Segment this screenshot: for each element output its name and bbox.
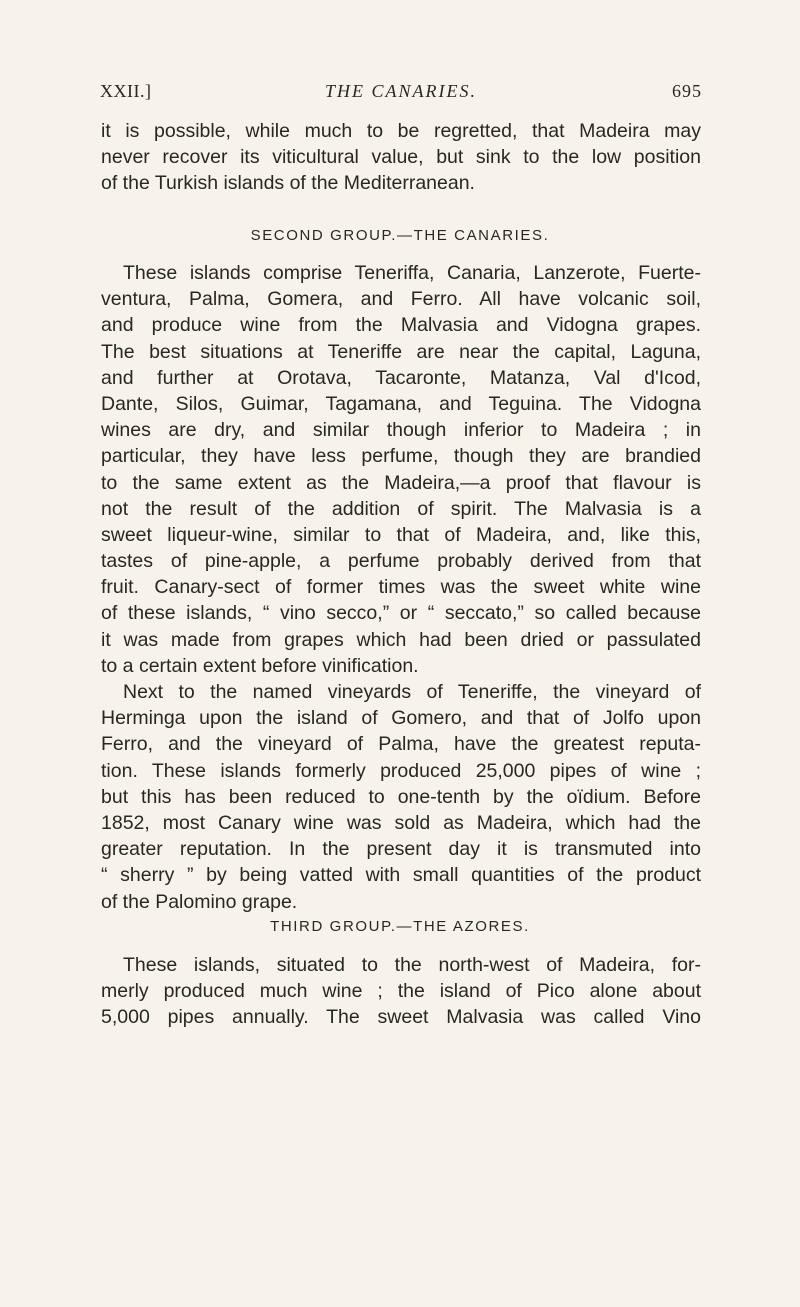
text-line: never recover its viticultural value, but sink to the low position	[101, 146, 701, 169]
text-line: Ferro, and the vineyard of Palma, have the greatest reputa-	[101, 733, 701, 756]
text-line: of the Turkish islands of the Mediterranean.	[101, 172, 475, 195]
text-line: of these islands, “ vino secco,” or “ seccato,” so called because	[101, 602, 701, 625]
running-title: THE CANARIES.	[325, 81, 477, 101]
text-line: to a certain extent before vinification.	[101, 654, 419, 677]
text-line: to the same extent as the Madeira,—a proof that flavour is	[101, 471, 701, 494]
text-line: wines are dry, and similar though inferior to Madeira ; in	[101, 419, 701, 442]
text-line: sweet liqueur-wine, similar to that of Madeira, and, like this,	[101, 523, 701, 546]
text-line: Herminga upon the island of Gomero, and that of Jolfo upon	[101, 707, 701, 730]
text-line: The best situations at Teneriffe are near the capital, Laguna,	[101, 340, 701, 363]
text-line: tastes of pine-apple, a perfume probably derived from that	[101, 550, 701, 573]
text-line: it was made from grapes which had been dried or passulated	[101, 628, 701, 651]
text-line: fruit. Canary-sect of former times was the sweet white wine	[101, 576, 701, 599]
text-line: Dante, Silos, Guimar, Tagamana, and Teguina. The Vidogna	[101, 392, 701, 415]
text-line: and further at Orotava, Tacaronte, Matanza, Val d'Icod,	[101, 366, 701, 389]
text-line: ventura, Palma, Gomera, and Ferro. All have volcanic soil,	[101, 288, 701, 311]
text-line: of the Palomino grape.	[101, 890, 298, 913]
text-line: not the result of the addition of spirit. The Malvasia is a	[101, 497, 701, 520]
page-number: 695	[672, 81, 702, 101]
chapter-number: XXII.]	[100, 81, 152, 101]
paragraph-canaries-1	[101, 260, 701, 679]
paragraph-canaries-2	[101, 679, 701, 915]
text-line: Next to the named vineyards of Teneriffe, the vineyard of	[123, 681, 701, 703]
text-line: “ sherry ” by being vatted with small quantities of the product	[101, 864, 701, 887]
text-line: tion. These islands formerly produced 25,000 pipes of wine ;	[101, 759, 701, 782]
section-heading-third-group: THIRD GROUP.—THE AZORES.	[270, 918, 530, 935]
text-line: These islands, situated to the north-west of Madeira, for-	[123, 954, 701, 976]
text-line: but this has been reduced to one-tenth by the oïdium. Before	[101, 785, 701, 808]
text-line: merly produced much wine ; the island of Pico alone about	[101, 980, 701, 1003]
paragraph-azores	[101, 952, 701, 1031]
running-head	[100, 78, 702, 104]
text-line: 1852, most Canary wine was sold as Madeira, which had the	[101, 811, 701, 834]
section-heading-second-group: SECOND GROUP.—THE CANARIES.	[250, 227, 550, 244]
text-line: These islands comprise Teneriffa, Canaria, Lanzerote, Fuerte-	[123, 262, 701, 284]
text-line: it is possible, while much to be regretted, that Madeira may	[101, 120, 701, 142]
text-line: particular, they have less perfume, though they are brandied	[101, 445, 701, 468]
text-line: and produce wine from the Malvasia and Vidogna grapes.	[101, 314, 701, 337]
text-line: greater reputation. In the present day it is transmuted into	[101, 838, 701, 861]
paragraph-intro	[101, 118, 701, 197]
text-line: 5,000 pipes annually. The sweet Malvasia was called Vino	[101, 1006, 701, 1029]
